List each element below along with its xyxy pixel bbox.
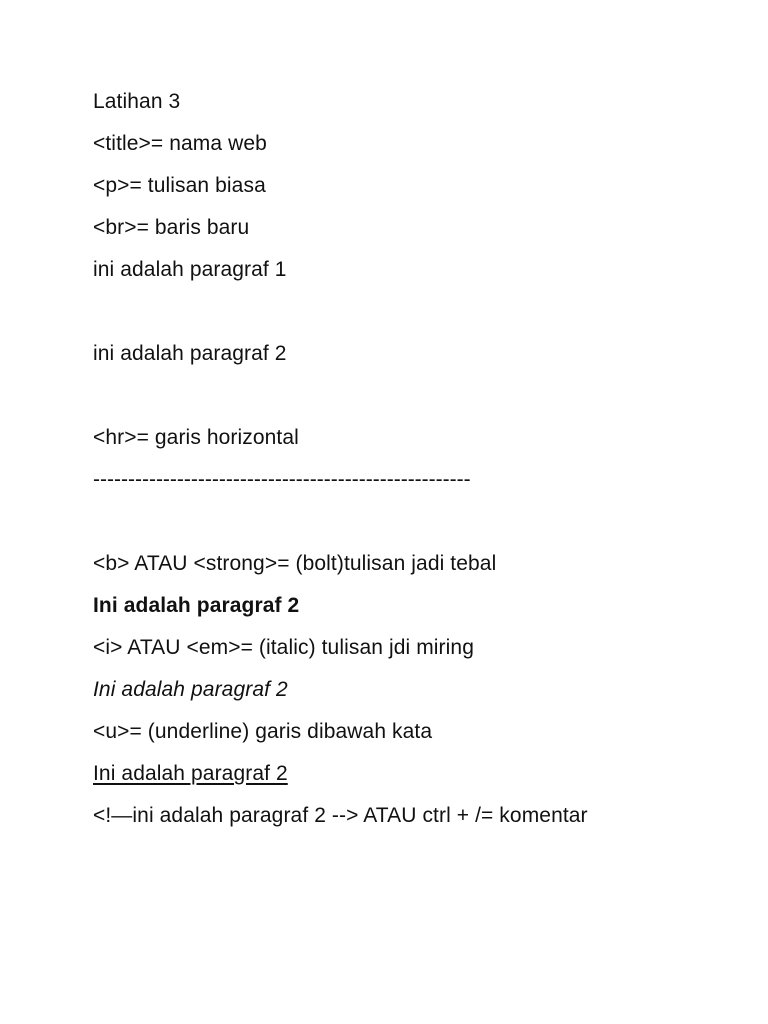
text-br-tag: <br>= baris baru <box>93 216 250 239</box>
text-paragraph-1: ini adalah paragraf 1 <box>93 258 287 281</box>
text-paragraph-2: ini adalah paragraf 2 <box>93 342 287 365</box>
text-italic-tag: <i> ATAU <em>= (italic) tulisan jdi miring <box>93 636 474 659</box>
horizontal-rule-text: ------------------------------------------------------ <box>93 468 471 491</box>
text-underline-tag: <u>= (underline) garis dibawah kata <box>93 720 433 743</box>
blank-line <box>93 508 733 550</box>
text-p-tag: <p>= tulisan biasa <box>93 174 266 197</box>
italic-example: Ini adalah paragraf 2 <box>93 678 288 701</box>
document-body <box>93 88 733 844</box>
blank-line <box>93 298 733 340</box>
text-title-tag: <title>= nama web <box>93 132 267 155</box>
text-bold-tag: <b> ATAU <strong>= (bolt)tulisan jadi tebal <box>93 552 497 575</box>
blank-line <box>93 382 733 424</box>
bold-example: Ini adalah paragraf 2 <box>93 594 300 617</box>
text-hr-tag: <hr>= garis horizontal <box>93 426 299 449</box>
heading-latihan: Latihan 3 <box>93 90 181 113</box>
underline-example-wrapper <box>93 760 733 802</box>
underline-example: Ini adalah paragraf 2 <box>93 762 288 785</box>
text-comment-tag: <!—ini adalah paragraf 2 --> ATAU ctrl + /= komentar <box>93 804 588 827</box>
